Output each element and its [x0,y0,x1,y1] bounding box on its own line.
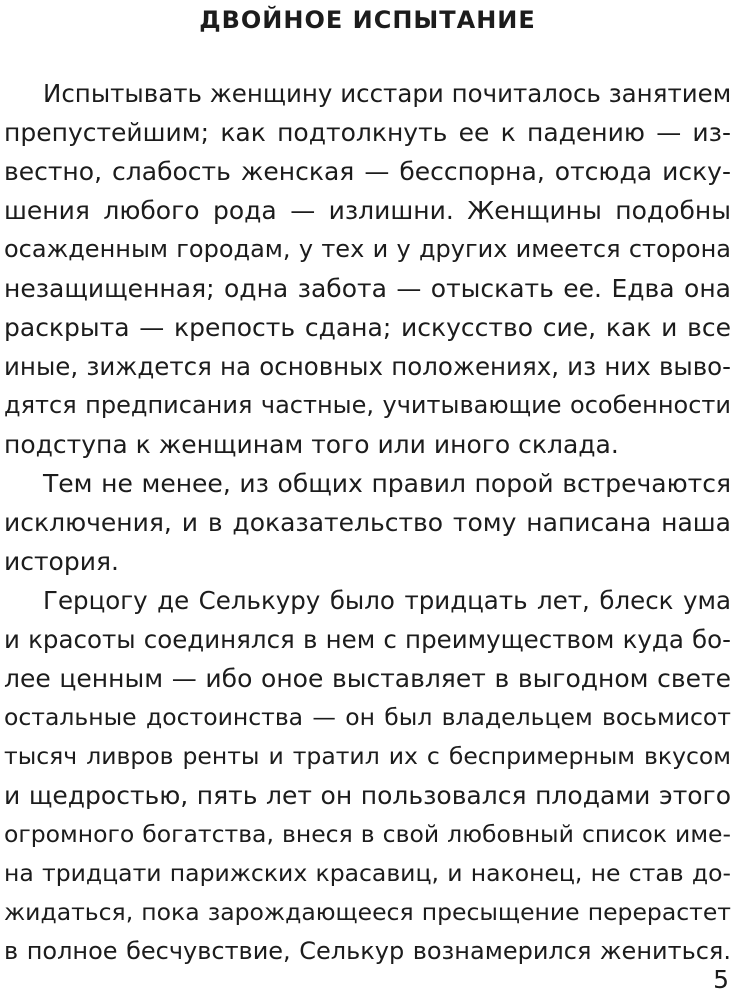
text-line: осажденным городам, у тех и у других имеется сторона [4,235,731,263]
text-line: тысяч ливров ренты и тратил их с беспримерным вкусом [4,742,731,770]
text-line: подступа к женщинам того или иного склада. [4,430,619,459]
text-line: дятся предписания частные, учитывающие особенности [4,391,731,419]
text-line: лее ценным — ибо оное выставляет в выгодном свете [4,664,731,693]
text-line: Испытывать женщину исстари почиталось занятием [43,79,732,108]
text-line: остальные достоинства — он был владельцем восьмисот [4,703,731,731]
text-line: незащищенная; одна забота — отыскать ее. Едва она [4,274,731,303]
text-line: Герцогу де Селькуру было тридцать лет, блеск ума [43,586,731,615]
text-line: жидаться, пока зарождающееся пресыщение перерастет [4,898,731,926]
text-line: в полное бесчувствие, Селькур вознамерился жениться. [4,937,731,965]
chapter-title: ДВОЙНОЕ ИСПЫТАНИЕ [199,6,536,34]
text-line: огромного богатства, внеся в свой любовный список име- [4,820,731,848]
text-line: препустейшим; как подтолкнуть ее к падению — из- [4,118,731,147]
text-line: история. [4,547,119,576]
page-number: 5 [713,965,729,994]
text-line: Тем не менее, из общих правил порой встречаются [43,469,731,498]
text-line: и красоты соединялся в нем с преимуществом куда бо- [4,625,731,654]
text-line: на тридцати парижских красавиц, и наконец, не став до- [4,859,731,887]
text-line: вестно, слабость женская — бесспорна, отсюда иску- [4,157,731,186]
text-line: исключения, и в доказательство тому написана наша [4,508,731,537]
text-line: шения любого рода — излишни. Женщины подобны [4,196,731,225]
text-line: иные, зиждется на основных положениях, из них выво- [4,352,731,381]
text-line: и щедростью, пять лет он пользовался плодами этого [4,781,731,810]
text-line: раскрыта — крепость сдана; искусство сие, как и все [4,313,731,342]
